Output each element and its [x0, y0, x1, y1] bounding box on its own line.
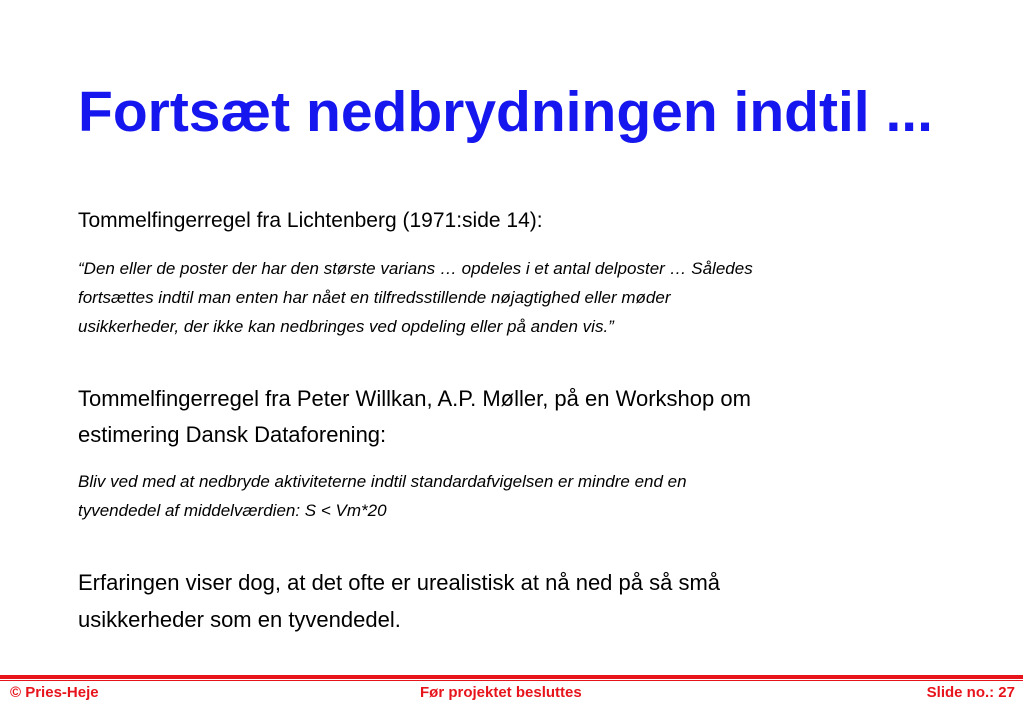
willkan-rule [78, 467, 958, 525]
slide-title: Fortsæt nedbrydningen indtil ... [78, 80, 933, 144]
experience-note [78, 564, 958, 638]
footer-divider [0, 675, 1023, 679]
quote-line: tyvendedel af middelværdien: S < Vm*20 [78, 501, 387, 520]
paragraph-line: usikkerheder som en tyvendedel. [78, 607, 401, 632]
footer-copyright: © Pries-Heje [10, 684, 99, 701]
paragraph-line: Erfaringen viser dog, at det ofte er urealistisk at nå ned på så små [78, 570, 721, 595]
footer-slide-number: Slide no.: 27 [926, 684, 1015, 701]
willkan-intro [78, 381, 958, 453]
quote-line: “Den eller de poster der har den største varians … opdeles i et antal delposter … Således [78, 259, 753, 278]
footer-divider-thin [0, 680, 1023, 681]
lichtenberg-intro: Tommelfingerregel fra Lichtenberg (1971:side 14): [78, 209, 543, 232]
paragraph-line: estimering Dansk Dataforening: [78, 422, 387, 447]
paragraph-line: Tommelfingerregel fra Peter Willkan, A.P. Møller, på en Workshop om [78, 386, 751, 411]
quote-line: Bliv ved med at nedbryde aktiviteterne indtil standardafvigelsen er mindre end en [78, 472, 687, 491]
footer-section-title: Før projektet besluttes [420, 684, 582, 701]
quote-line: fortsættes indtil man enten har nået en tilfredsstillende nøjagtighed eller møder [78, 288, 671, 307]
lichtenberg-quote [78, 254, 958, 341]
quote-line: usikkerheder, der ikke kan nedbringes ved opdeling eller på anden vis.” [78, 317, 614, 336]
